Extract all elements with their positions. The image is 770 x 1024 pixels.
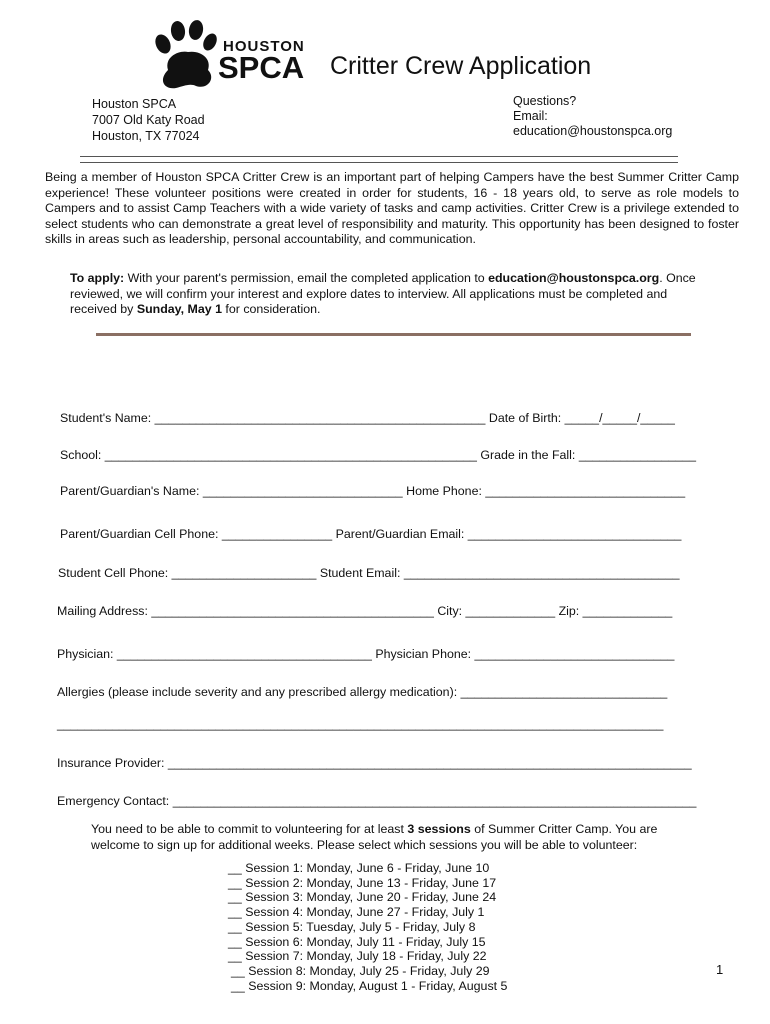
session-option[interactable]: __ Session 2: Monday, June 13 - Friday, June 17 <box>228 875 497 890</box>
session-option[interactable]: __ Session 7: Monday, July 18 - Friday, July 22 <box>228 949 487 964</box>
student-cell-field[interactable]: Student Cell Phone: _____________________ Student Email: ________________________________________ <box>58 566 680 580</box>
session-option[interactable]: __ Session 3: Monday, June 20 - Friday, June 24 <box>228 890 497 905</box>
guardian-name-field[interactable]: Parent/Guardian's Name: _____________________________ Home Phone: _____________________________ <box>60 484 686 498</box>
contact-email[interactable]: education@houstonspca.org <box>513 124 673 138</box>
apply-text: With your parent's permission, email the completed application to <box>124 271 489 285</box>
session-option[interactable]: __ Session 9: Monday, August 1 - Friday, August 5 <box>231 978 508 993</box>
apply-text: . Once reviewed, we will confirm your interest and explore dates to interview. All applications must be completed and received by <box>70 271 696 316</box>
intro-paragraph: Being a member of Houston SPCA Critter Crew is an important part of helping Campers have the best Summer Critter Camp experience! These volunteer positions were created in order for students, 16 - 18 years old, to serve as role models to Campers and to assist Camp Teachers with a wide variety of tasks and camp activities. Critter Crew is a privilege extended to select students who can demonstrate a great level of responsibility and maturity. This opportunity has been designed to foster skills in areas such as leadership, personal accountability, and communication. <box>45 170 739 247</box>
apply-text: for consideration. <box>221 302 321 316</box>
commit-text: of Summer Critter Camp. You are welcome to sign up for additional weeks. Please select which sessions you will be able to volunteer: <box>91 822 658 852</box>
apply-instructions <box>70 271 710 318</box>
commit-text: You need to be able to commit to volunteering for at least <box>91 822 408 836</box>
logo-text-houston: HOUSTON <box>223 38 305 55</box>
session-option[interactable]: __ Session 4: Monday, June 27 - Friday, July 1 <box>228 905 485 920</box>
address-line: 7007 Old Katy Road <box>92 113 205 127</box>
session-option[interactable]: __ Session 5: Tuesday, July 5 - Friday, July 8 <box>228 919 476 934</box>
session-option[interactable]: __ Session 8: Monday, July 25 - Friday, July 29 <box>231 963 490 978</box>
physician-field[interactable]: Physician: _____________________________________ Physician Phone: _____________________________ <box>57 647 675 661</box>
apply-email[interactable]: education@houstonspca.org <box>488 271 660 285</box>
logo-text-spca: SPCA <box>218 50 305 85</box>
allergies-line[interactable]: ________________________________________________________________________________________ <box>57 717 664 731</box>
allergies-field[interactable]: Allergies (please include severity and any prescribed allergy medication): ______________________________ <box>57 685 668 699</box>
emergency-contact-field[interactable]: Emergency Contact: ____________________________________________________________________________ <box>57 794 697 808</box>
insurance-field[interactable]: Insurance Provider: ____________________________________________________________________________ <box>57 756 692 770</box>
contact-line: Email: <box>513 109 548 123</box>
contact-info <box>513 94 672 139</box>
section-divider <box>96 333 691 336</box>
commitment-text <box>91 822 691 853</box>
apply-deadline: Sunday, May 1 <box>136 302 222 316</box>
session-option[interactable]: __ Session 1: Monday, June 6 - Friday, June 10 <box>228 861 490 875</box>
address-line: Houston SPCA <box>92 97 177 111</box>
organization-address <box>92 96 205 144</box>
student-name-field[interactable]: Student's Name: ________________________________________________ Date of Birth: _____/_____/_____ <box>60 411 675 425</box>
session-option[interactable]: __ Session 6: Monday, July 11 - Friday, July 15 <box>228 934 486 949</box>
address-line: Houston, TX 77024 <box>92 129 200 143</box>
session-list <box>228 861 507 993</box>
commit-sessions-count: 3 sessions <box>407 822 471 836</box>
header-divider <box>80 156 678 163</box>
mailing-address-field[interactable]: Mailing Address: _________________________________________ City: _____________ Zip: _____________ <box>57 604 673 618</box>
school-field[interactable]: School: ______________________________________________________ Grade in the Fall: _________________ <box>60 448 696 462</box>
page-title: Critter Crew Application <box>330 52 592 80</box>
apply-label: To apply: <box>70 271 125 285</box>
guardian-cell-field[interactable]: Parent/Guardian Cell Phone: ________________ Parent/Guardian Email: _______________________________ <box>60 527 682 541</box>
page-number: 1 <box>716 962 724 977</box>
contact-line: Questions? <box>513 94 577 108</box>
paw-logo-icon <box>150 20 220 92</box>
